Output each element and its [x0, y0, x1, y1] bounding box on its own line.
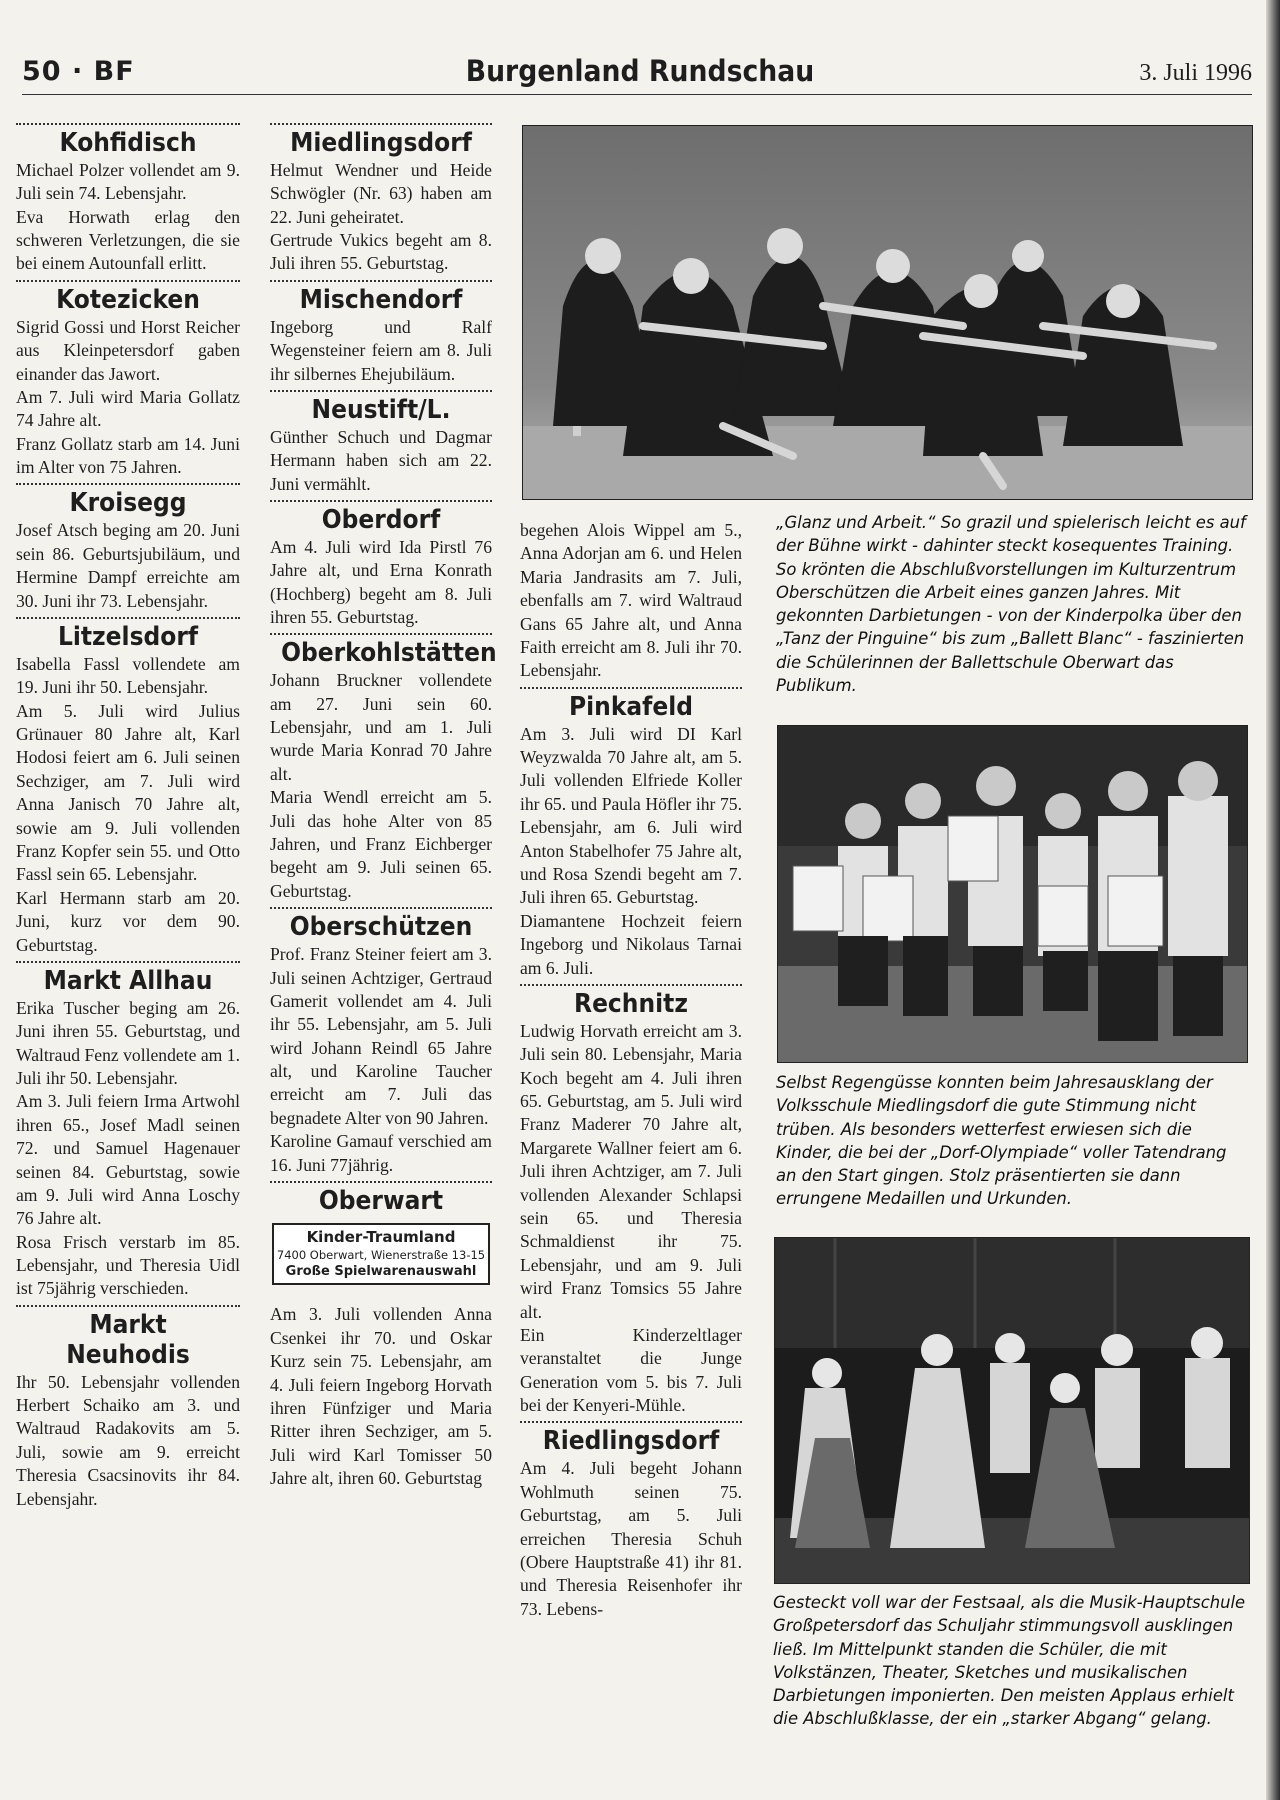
section-paragraph: begehen Alois Wippel am 5., Anna Adorjan am 6. und Helen Maria Jandrasits am 7. Juli, ebenfalls am 7. wird Waltraud Gans 65 Jahre alt, und Anna Faith erreicht am 8. Juli ihr 70. Lebensjahr. [520, 520, 742, 681]
section-heading: Riedlingsdorf [542, 1426, 720, 1457]
section-heading: Oberkohlstätten [281, 638, 497, 669]
news-section [16, 617, 240, 957]
news-section [16, 1305, 240, 1511]
section-paragraph: Rosa Frisch verstarb im 85. Lebensjahr, und Theresia Uidl ist 75jährig verschieden. [16, 1231, 240, 1299]
section-paragraph: Am 4. Juli wird Ida Pirstl 76 Jahre alt, und Erna Konrath (Hochberg) begeht am 8. Juli ihren 55. Geburtstag. [270, 536, 492, 628]
news-section [16, 280, 240, 480]
column-2 [270, 123, 497, 1491]
section-paragraph: Am 3. Juli wird DI Karl Weyzwalda 70 Jahre alt, am 5. Juli vollenden Elfriede Koller ihr 65. und Paula Höfler ihr 75. Lebensjahr, am 6. Juli wird Anton Stabelhofer 75 Jahre alt, und Rosa Szendi begeht am 7. Juli ihren 65. Geburtstag. [520, 723, 742, 908]
photo-children [777, 725, 1248, 1063]
news-section [520, 984, 742, 1418]
section-heading: Kohfidisch [59, 128, 197, 158]
column-1 [16, 123, 240, 1511]
section-paragraph: Helmut Wendner und Heide Schwögler (Nr. 63) haben am 22. Juni geheiratet. [270, 159, 492, 227]
news-section [270, 633, 497, 903]
section-paragraph: Johann Bruckner vollendete am 27. Juni sein 60. Lebensjahr, und am 1. Juli wurde Maria Konrad 70 Jahre alt. [270, 670, 492, 784]
section-paragraph: Ihr 50. Lebensjahr vollenden Herbert Schaiko am 3. und Waltraud Radakovits am 5. Juli, sowie am 9. erreicht Theresia Csacsinovits ihr 84. Lebensjahr. [16, 1371, 240, 1509]
news-section [520, 687, 742, 980]
section-heading: Kotezicken [56, 284, 200, 315]
section-heading: Pinkafeld [568, 691, 694, 722]
issue-date: 3. Juli 1996 [1139, 60, 1252, 86]
section-paragraph: Maria Wendl erreicht am 5. Juli das hohe Alter von 85 Jahren, und Franz Eichberger begeht am 9. Juli seinen 65. Geburtstag. [270, 787, 492, 901]
ad-slogan: Große Spielwarenauswahl [285, 1264, 477, 1280]
news-section [270, 280, 492, 386]
section-paragraph: Ein Kinderzeltlager veranstaltet die Junge Generation vom 5. bis 7. Juli bei der Kenyeri-Mühle. [520, 1324, 742, 1416]
section-paragraph: Am 5. Juli wird Julius Grünauer 80 Jahre alt, Karl Hodosi feiert am 6. Juli seinen Sechziger, am 7. Juli wird Anna Janisch 70 Jahre alt, sowie am 9. Juli vollenden Franz Kopfer sein 55. und Otto Fassl sein 65. Lebensjahr. [16, 700, 240, 885]
section-paragraph: Karoline Gamauf verschied am 16. Juni 77jährig. [270, 1131, 492, 1175]
section-paragraph: Erika Tuscher beging am 26. Juni ihren 55. Geburtstag, und Waltraud Fenz vollendete am 1. Juli ihr 50. Lebensjahr. [16, 997, 240, 1088]
advertisement-box [272, 1223, 490, 1286]
section-heading: Mischendorf [299, 284, 463, 315]
column-3 [520, 515, 742, 1621]
news-section [270, 390, 492, 496]
masthead-rule [22, 94, 1252, 95]
news-section [16, 123, 240, 276]
section-paragraph: Am 4. Juli begeht Johann Wohlmuth seinen 75. Geburtstag, am 5. Juli erreichen Theresia Schuh (Obere Hauptstraße 41) ihr 81. und Theresia Reisenhofer ihr 73. Lebens- [520, 1458, 742, 1619]
section-heading: Oberdorf [321, 504, 441, 535]
section-paragraph: Eva Horwath erlag den schweren Verletzungen, die sie bei einem Autounfall erlitt. [16, 206, 240, 274]
section-paragraph: Gertrude Vukics begeht am 8. Juli ihren 55. Geburtstag. [270, 230, 492, 274]
section-paragraph: Karl Hermann starb am 20. Juni, kurz vor dem 90. Geburtstag. [16, 887, 240, 955]
section-paragraph: Am 7. Juli wird Maria Gollatz 74 Jahre alt. [16, 386, 240, 431]
news-section [270, 123, 492, 276]
section-heading: Markt Neuhodis [66, 1309, 190, 1370]
photo-festival-hall [774, 1237, 1250, 1584]
news-section [16, 961, 240, 1301]
section-paragraph: Diamantene Hochzeit feiern Ingeborg und Nikolaus Tarnai am 6. Juli. [520, 910, 742, 978]
section-heading: Oberwart [318, 1186, 444, 1217]
paper-title: Burgenland Rundschau [465, 54, 815, 88]
photo-ballet [522, 125, 1253, 500]
page-fold-shadow [1266, 0, 1280, 1800]
news-section [520, 1421, 742, 1621]
news-section [16, 483, 240, 612]
news-section [270, 1181, 492, 1285]
section-paragraph: Sigrid Gossi und Horst Reicher aus Kleinpetersdorf gaben einander das Jawort. [16, 316, 240, 384]
section-heading: Markt Allhau [43, 965, 213, 996]
news-section [270, 1299, 492, 1490]
ad-address: 7400 Oberwart, Wienerstraße 13-15 [276, 1247, 486, 1262]
section-paragraph: Franz Gollatz starb am 14. Juni im Alter von 75 Jahren. [16, 433, 240, 478]
caption-festival-hall: Gesteckt voll war der Festsaal, als die Musik-Hauptschule Großpetersdorf das Schuljahr stimmungsvoll ausklingen ließ. Im Mittelpunkt standen die Schüler, die mit Volkstänzen, Theater, Sketches und musikalischen Darbietungen imponierten. Den meisten Applaus erhielt die Abschlußklasse, der ein „starker Abgang“ gelang. [773, 1593, 1246, 1729]
caption-children: Selbst Regengüsse konnten beim Jahresausklang der Volksschule Miedlingsdorf die gute Stimmung nicht trüben. Als besonders wetterfest erwiesen sich die Kinder, die bei der „Dorf-Olympiade“ voller Tatendrang an den Start gingen. Stolz präsentierten sie dann errungene Medaillen und Urkunden. [776, 1073, 1227, 1209]
section-paragraph: Isabella Fassl vollendete am 19. Juni ihr 50. Lebensjahr. [16, 653, 240, 698]
news-section [270, 500, 492, 629]
section-heading: Oberschützen [289, 912, 473, 943]
section-paragraph: Michael Polzer vollendet am 9. Juli sein 74. Lebensjahr. [16, 159, 240, 204]
page-label: 50 · BF [22, 56, 135, 87]
section-heading: Kroisegg [69, 488, 187, 519]
section-paragraph: Josef Atsch beging am 20. Juni sein 86. Geburtsjubiläum, und Hermine Dampf erreichte am 30. Juni ihr 73. Lebensjahr. [16, 520, 240, 611]
section-paragraph: Prof. Franz Steiner feiert am 3. Juli seinen Achtziger, Gertraud Gamerit vollendet am 4. Juli ihr 55. Lebensjahr, am 5. Juli wird Johann Reindl 65 Jahre alt, und Karoline Taucher erreicht am 7. Juli das begnadete Alter von 90 Jahren. [270, 944, 492, 1128]
section-paragraph: Günther Schuch und Dagmar Hermann haben sich am 22. Juni vermählt. [270, 426, 492, 494]
section-paragraph: Ingeborg und Ralf Wegensteiner feiern am 8. Juli ihr silbernes Ehejubiläum. [270, 316, 492, 384]
section-paragraph: Ludwig Horvath erreicht am 3. Juli sein 80. Lebensjahr, Maria Koch begeht am 4. Juli ihren 65. Geburtstag, am 5. Juli wird Franz Maderer 70 Jahre alt, Margarete Wallner feiert am 6. Juli ihren Achtziger, am 7. Juli vollenden Alexander Schlapsi sein 65. und Theresia Schmaldienst ihr 75. Lebensjahr, und am 9. Juli wird Franz Tomsics 55 Jahre alt. [520, 1020, 742, 1322]
section-paragraph: Am 3. Juli feiern Irma Artwohl ihren 65., Josef Madl seinen 72. und Samuel Hagenauer seinen 84. Geburtstag, sowie am 9. Juli wird Anna Loschy 76 Jahre alt. [16, 1091, 240, 1229]
section-heading: Neustift/L. [311, 394, 451, 425]
section-heading: Litzelsdorf [57, 621, 199, 652]
news-section [520, 515, 742, 683]
section-heading: Miedlingsdorf [290, 128, 472, 158]
section-paragraph: Am 3. Juli vollenden Anna Csenkei ihr 70. und Oskar Kurz sein 75. Lebensjahr, am 4. Juli feiern Ingeborg Horvath ihren Fünfziger und Maria Ritter ihren Sechziger, am 5. Juli wird Karl Tomisser 50 Jahre alt, ihren 60. Geburtstag [270, 1304, 492, 1489]
section-heading: Rechnitz [574, 988, 688, 1019]
news-section [270, 907, 492, 1177]
ad-title: Kinder-Traumland [306, 1227, 456, 1246]
caption-ballet: „Glanz und Arbeit.“ So grazil und spielerisch leicht es auf der Bühne wirkt - dahinter steckt kosequentes Training. So krönten die Abschlußvorstellungen im Kulturzentrum Oberschützen die Arbeit eines ganzen Jahres. Mit gekonnten Darbietungen - von der Kinderpolka über den „Tanz der Pinguine“ bis zum „Ballett Blanc“ - faszinierten die Schülerinnen der Ballettschule Oberwart das Publikum. [776, 513, 1246, 696]
